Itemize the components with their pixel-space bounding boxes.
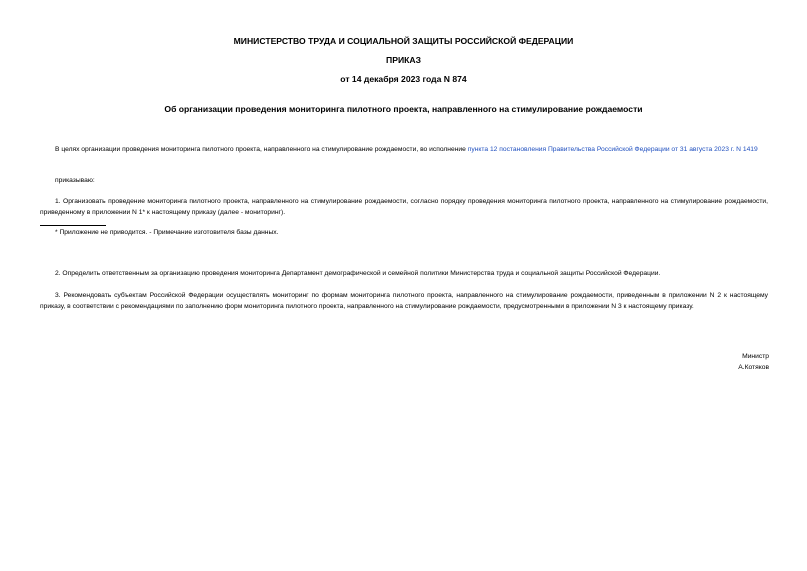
document-type-heading: ПРИКАЗ [386, 55, 421, 65]
date-number-heading: от 14 декабря 2023 года N 874 [340, 74, 467, 84]
intro-paragraph [40, 145, 768, 156]
signature-name: А.Котяков [738, 364, 769, 371]
ministry-heading: МИНИСТЕРСТВО ТРУДА И СОЦИАЛЬНОЙ ЗАЩИТЫ РОССИЙСКОЙ ФЕДЕРАЦИИ [233, 36, 574, 46]
footnote-divider [40, 225, 106, 226]
order-item-2: 2. Определить ответственным за организацию проведения мониторинга Департамент демографической и семейной политики Министерства труда и социальной защиты Российской Федерации. [55, 270, 661, 277]
signature-role: Министр [742, 353, 769, 360]
order-item-3: 3. Рекомендовать субъектам Российской Федерации осуществлять мониторинг по формам мониторинга пилотного проекта, направленного на стимулирование рождаемости, приведенным в приложении N 2 к настоящему приказу, в соответствии с рекомендациями по заполнению форм мониторинга пилотного проекта, направленного на стимулирование рождаемости, предусмотренными в приложении N 3 к настоящему приказу. [40, 292, 768, 310]
footnote: * Приложение не приводится. - Примечание изготовителя базы данных. [55, 229, 279, 236]
intro-text: В целях организации проведения мониторинга пилотного проекта, направленного на стимулирование рождаемости, во исполнение [55, 146, 468, 153]
order-word: приказываю: [55, 177, 95, 184]
government-decree-link[interactable]: пункта 12 постановления Правительства Российской Федерации от 31 августа 2023 г. N 1419 [467, 146, 758, 153]
subject-heading: Об организации проведения мониторинга пилотного проекта, направленного на стимулирование рождаемости [164, 104, 643, 114]
order-item-1: 1. Организовать проведение мониторинга пилотного проекта, направленного на стимулирование рождаемости, согласно порядку проведения мониторинга пилотного проекта, направленного на стимулирование рождаемости, приведенному в приложении N 1* к настоящему приказу (далее - мониторинг). [40, 198, 768, 216]
